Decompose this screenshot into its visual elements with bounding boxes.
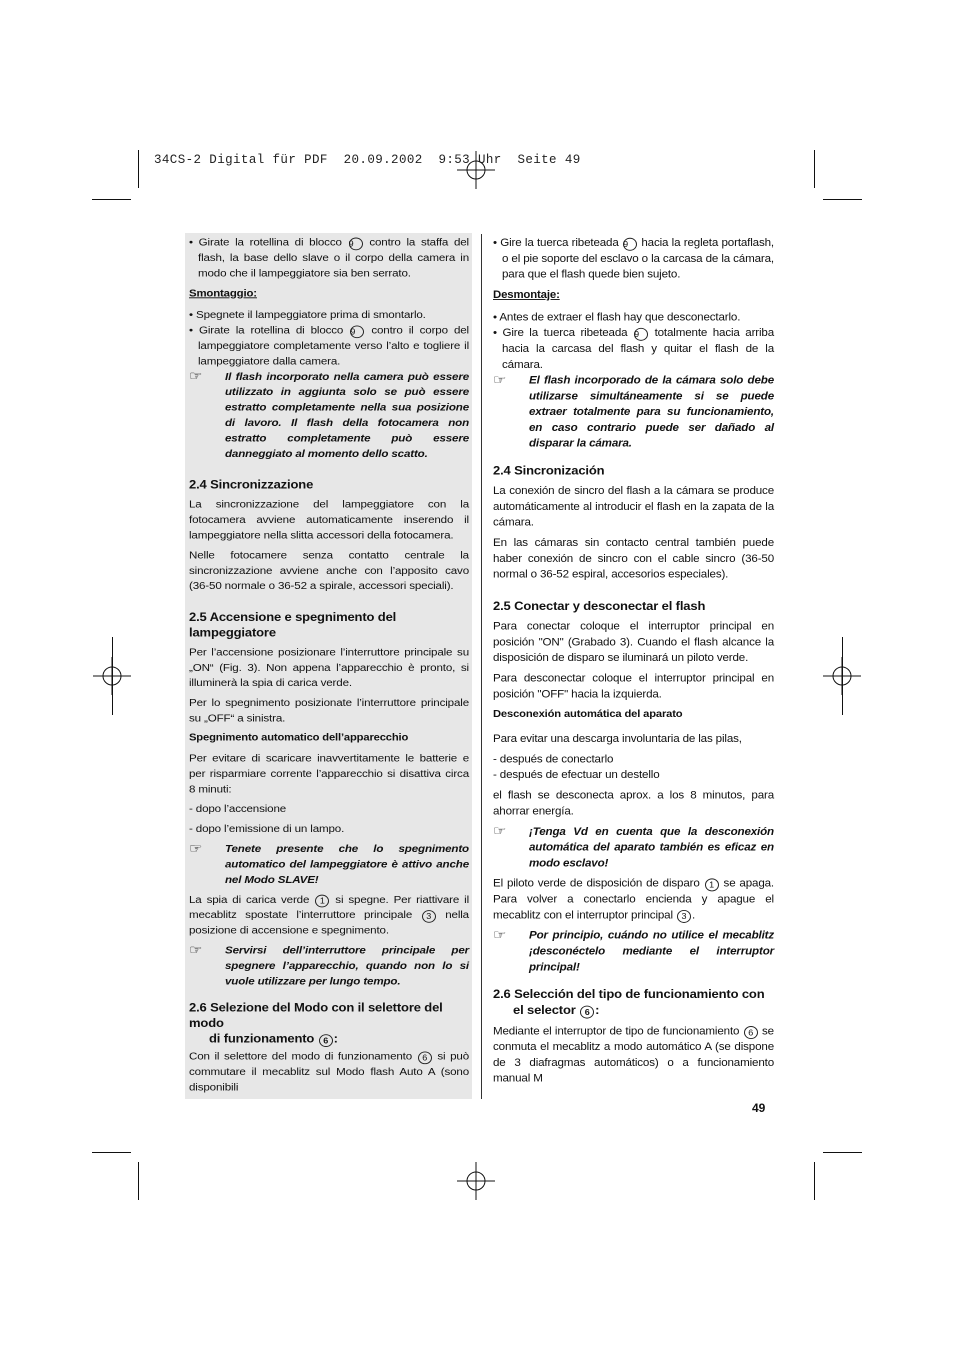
spanish-column [493, 235, 774, 1091]
registration-mark-icon [457, 1162, 495, 1200]
crop-mark [814, 1162, 815, 1200]
column-divider [481, 234, 482, 1099]
paragraph: Mediante el interruptor de tipo de funcionamiento 6 se conmuta el mecablitz a modo automático A (se dispone de 3 diafragmas automáticos) o a funcionamiento manual M [493, 1025, 774, 1085]
note-block: ☞ ¡Tenga Vd en cuenta que la desconexión automática del aparato también es eficaz en modo esclavo! [493, 823, 774, 870]
callout-number: 6 [418, 1051, 432, 1064]
subsection-heading: Desconexión automática del aparato [493, 708, 683, 720]
hand-pointer-icon: ☞ [189, 368, 203, 385]
print-header: 34CS-2 Digital für PDF 20.09.2002 9:53 Uhr Seite 49 [154, 153, 581, 167]
callout-number: 9 [634, 328, 648, 341]
dash-item: - dopo l’accensione [189, 803, 287, 815]
callout-number: 9 [623, 238, 637, 251]
paragraph: En las cámaras sin contacto central también puede haber conexión de sincro con el cable sincro (36-50 normal o 36-52 espiral, accesorios especiales). [493, 536, 774, 581]
subheading-desmontaje: Desmontaje: [493, 289, 560, 301]
paragraph: Para evitar una descarga involuntaria de las pilas, [493, 732, 742, 745]
page-number: 49 [752, 1101, 766, 1115]
hand-pointer-icon: ☞ [493, 372, 507, 389]
paragraph: Per lo spegnimento posizionate l’interruttore principale su „OFF“ a sinistra. [189, 697, 469, 725]
section-heading: 2.5 Conectar y desconectar el flash [493, 598, 706, 613]
note-block: ☞ Servirsi dell’interruttore principale per spegnere l’apparecchio, quando non lo si vuole utilizzare per lungo tempo. [189, 942, 469, 988]
subheading-smontaggio: Smontaggio: [189, 288, 257, 300]
crop-mark [92, 1152, 131, 1153]
callout-number: 1 [315, 895, 329, 908]
section-heading: 2.4 Sincronizzazione [189, 477, 314, 492]
hand-pointer-icon: ☞ [493, 823, 507, 840]
paragraph: El piloto verde de disposición de disparo 1 se apaga. Para volver a conectarlo encienda y apague el mecablitz con el interruptor principal 3 . [493, 877, 774, 922]
paragraph: La conexión de sincro del flash a la cámara se produce automáticamente al introducir el flash en la zapata de la cámara. [493, 484, 774, 529]
callout-number: 3 [422, 910, 436, 923]
paragraph: el flash se desconecta aprox. a los 8 minutos, para ahorrar energía. [493, 789, 774, 818]
crop-mark [92, 199, 131, 200]
bullet-item: • Spegnete il lampeggiatore prima di smontarlo. [189, 309, 426, 321]
bullet-item: • Girate la rotellina di blocco 9 contro la staffa del flash, la base dello slave o il corpo della camera in modo che il lampeggiatore sia ben serrato. [189, 236, 469, 280]
callout-number: 1 [705, 878, 719, 891]
callout-number: 6 [744, 1026, 758, 1039]
registration-mark-icon [457, 151, 495, 189]
section-heading: 2.5 Accensione e spegnimento del lampeggiatore [189, 610, 397, 640]
paragraph: Per l’accensione posizionare l’interruttore principale su „ON“ (Fig. 3). Non appena l’apparecchio è pronto, si illuminerà la spia di carica verde. [189, 646, 469, 689]
crop-mark [814, 150, 815, 188]
callout-number: 6 [319, 1034, 333, 1047]
paragraph: Para conectar coloque el interruptor principal en posición "ON" (Grabado 3). Cuando el flash alcance la disposición de disparo se iluminará un piloto verde. [493, 620, 774, 664]
note-block: ☞ Tenete presente che lo spegnimento automatico del lampeggiatore è attivo anche nel Modo SLAVE! [189, 841, 469, 886]
paragraph: La spia di carica verde 1 si spegne. Per riattivare il mecablitz spostate l’interruttore principale 3 nella posizione di accensione e spegnimento. [189, 893, 469, 937]
callout-number: 6 [580, 1006, 594, 1019]
section-heading: 2.6 Selección del tipo de funcionamiento con el selector 6 : [493, 987, 765, 1017]
paragraph: Para desconectar coloque el interruptor principal en posición "OFF" hacia la izquierda. [493, 672, 774, 701]
crop-mark [823, 1152, 862, 1153]
crop-mark [112, 637, 113, 715]
dash-item: - dopo l’emissione di un lampo. [189, 823, 345, 835]
bullet-item: • Gire la tuerca ribeteada 9 totalmente hacia arriba hacia la carcasa del flash y quitar el flash de la cámara. [493, 326, 775, 371]
paragraph: La sincronizzazione del lampeggiatore con la fotocamera avviene automaticamente inserendo il lampeggiatore nella slitta accessori della fotocamera. [189, 498, 469, 542]
note-block: ☞ Il flash incorporato nella camera può essere utilizzato in aggiunta solo se può essere estratto completamente nella sua posizione di lavoro. Il flash della fotocamera non estratto completamente può essere danneggiato al momento dello scatto. [189, 368, 469, 460]
section-heading: 2.6 Selezione del Modo con il selettore del modo di funzionamento 6 : [189, 1000, 443, 1046]
italian-column [185, 233, 472, 1099]
bullet-item: • Gire la tuerca ribeteada 9 hacia la regleta portaflash, o el pie soporte del esclavo o la carcasa de la cámara, para que el flash quede bien sujeto. [493, 236, 774, 281]
dash-item: - después de conectarlo [493, 753, 614, 766]
paragraph: Con il selettore del modo di funzionamento 6 si può commutare il mecablitz sul Modo flash Auto A (sono disponibili [189, 1050, 469, 1094]
hand-pointer-icon: ☞ [189, 841, 203, 857]
callout-number: 3 [677, 910, 691, 923]
paragraph: Per evitare di scaricare inavvertitamente le batterie e per risparmiare corrente l’apparecchio si disattiva circa 8 minuti: [189, 752, 469, 795]
paragraph: Nelle fotocamere senza contatto centrale la sincronizzazione avviene anche con l’apposito cavo (36-50 normale o 36-52 a spirale, accessori speciali). [189, 549, 469, 592]
section-heading: 2.4 Sincronización [493, 463, 605, 478]
crop-mark [138, 150, 139, 188]
hand-pointer-icon: ☞ [493, 927, 507, 944]
callout-number: 9 [350, 325, 364, 338]
subsection-heading: Spegnimento automatico dell’apparecchio [189, 732, 409, 744]
callout-number: 9 [349, 238, 363, 251]
dash-item: - después de efectuar un destello [493, 768, 660, 781]
bullet-item: • Girate la rotellina di blocco 9 contro il corpo del lampeggiatore completamente verso l’alto e togliere il lampeggiatore dalla camera. [189, 324, 469, 368]
note-block: ☞ Por principio, cuándo no utilice el mecablitz ¡desconéctelo mediante el interruptor principal! [493, 927, 774, 974]
crop-mark [138, 1162, 139, 1200]
crop-mark [823, 199, 862, 200]
hand-pointer-icon: ☞ [189, 942, 203, 959]
crop-mark [842, 637, 843, 715]
bullet-item: • Antes de extraer el flash hay que desconectarlo. [493, 311, 741, 324]
note-block: ☞ El flash incorporado de la cámara solo debe utilizarse simultáneamente si se puede extraer totalmente para su funcionamiento, en caso contrario puede ser dañado al disparar la cámara. [493, 372, 774, 450]
